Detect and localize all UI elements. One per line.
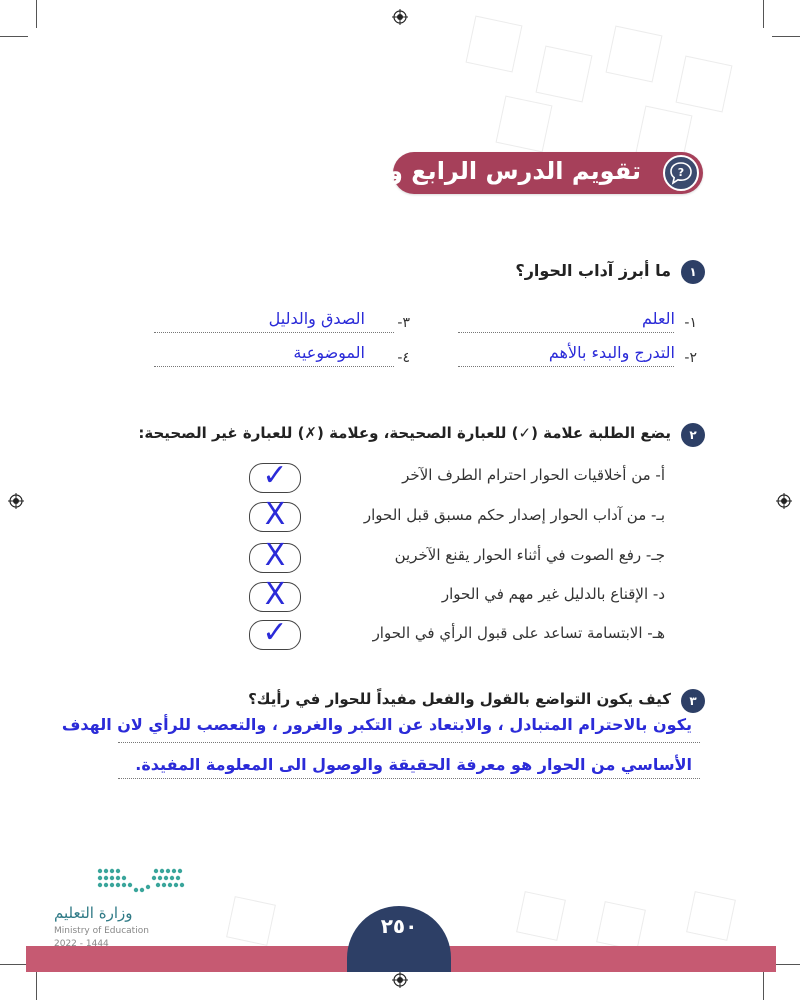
crop-mark	[0, 36, 28, 37]
lesson-review-banner	[302, 152, 703, 194]
cross-icon: X	[264, 577, 286, 612]
lesson-review-title: تقويم الدرس الرابع والثلاثين	[302, 157, 641, 185]
q1-item-4-answer: الموضوعية	[293, 343, 365, 362]
q2-statement-d: د- الإقناع بالدليل غير مهم في الحوار	[441, 585, 665, 603]
q1-item-3-number: ٣-	[397, 315, 410, 331]
decorative-square	[516, 891, 566, 941]
registration-mark-icon	[776, 493, 792, 509]
q2-statement-b: بـ- من آداب الحوار إصدار حكم مسبق قبل الحوار	[363, 506, 665, 524]
crop-mark	[772, 36, 800, 37]
registration-mark-icon	[8, 493, 24, 509]
q2-statement-c: جـ- رفع الصوت في أثناء الحوار يقنع الآخرين	[394, 546, 665, 564]
q2-answer-box-a	[249, 458, 301, 493]
q1-item-1-number: ١-	[684, 315, 697, 331]
q1-item-1-answer: العلم	[642, 309, 675, 328]
question-2-number: ٢	[681, 423, 705, 447]
q1-item-3-answer: الصدق والدليل	[268, 309, 365, 328]
decorative-square	[686, 891, 736, 941]
q2-answer-box-d	[249, 577, 301, 612]
ministry-year: 2022 - 1444	[54, 939, 109, 949]
crop-mark	[36, 0, 37, 28]
decorative-square	[596, 901, 646, 951]
decorative-square	[606, 26, 663, 83]
decorative-square	[496, 96, 553, 153]
page-number: ٢٥٠	[380, 914, 418, 938]
q1-item-2-answer: التدرج والبدء بالأهم	[548, 343, 675, 362]
decorative-square	[536, 46, 593, 103]
q3-answer-rule-1	[118, 742, 700, 743]
ministry-name-english: Ministry of Education	[54, 926, 149, 936]
question-2-text: يضع الطلبة علامة (✓) للعبارة الصحيحة، وعلامة (✗) للعبارة غير الصحيحة:	[138, 424, 671, 442]
q2-answer-box-b	[249, 497, 301, 532]
crop-mark	[763, 0, 764, 28]
decorative-square	[226, 896, 276, 946]
q3-answer-rule-2	[118, 778, 700, 779]
q1-item-1-line	[458, 332, 674, 333]
registration-mark-icon	[392, 9, 408, 25]
ministry-name-arabic: وزارة التعليم	[54, 904, 133, 922]
checkmark-icon: ✓	[262, 615, 288, 650]
q1-item-4-line	[154, 366, 394, 367]
q3-answer-line-1: يكون بالاحترام المتبادل ، والابتعاد عن التكبر والغرور ، والتعصب للرأي لان الهدف	[61, 715, 692, 734]
q1-item-2-number: ٢-	[684, 350, 697, 366]
q2-statement-e: هـ- الابتسامة تساعد على قبول الرأي في الحوار	[372, 624, 665, 642]
q2-statement-a: أ- من أخلاقيات الحوار احترام الطرف الآخر	[402, 466, 665, 484]
q1-item-3-line	[154, 332, 394, 333]
q2-answer-box-e	[249, 615, 301, 650]
ministry-logo-icon	[96, 866, 186, 896]
cross-icon: X	[264, 497, 286, 532]
question-1-number: ١	[681, 260, 705, 284]
q3-answer-line-2: الأساسي من الحوار هو معرفة الحقيقة والوصول الى المعلومة المفيدة.	[135, 755, 692, 774]
registration-mark-icon	[392, 972, 408, 988]
cross-icon: X	[264, 538, 286, 573]
crop-mark	[36, 972, 37, 1000]
crop-mark	[0, 964, 28, 965]
q2-answer-box-c	[249, 538, 301, 573]
decorative-square	[466, 16, 523, 73]
question-1-text: ما أبرز آداب الحوار؟	[515, 261, 671, 280]
decorative-square	[676, 56, 733, 113]
checkmark-icon: ✓	[262, 458, 288, 493]
question-bubble-icon	[663, 155, 699, 191]
question-3-text: كيف يكون التواضع بالقول والفعل مفيداً للحوار في رأيك؟	[248, 690, 671, 708]
svg-text:?: ?	[677, 166, 685, 179]
q1-item-2-line	[458, 366, 674, 367]
question-3-number: ٣	[681, 689, 705, 713]
crop-mark	[772, 964, 800, 965]
q1-item-4-number: ٤-	[397, 350, 410, 366]
crop-mark	[763, 972, 764, 1000]
